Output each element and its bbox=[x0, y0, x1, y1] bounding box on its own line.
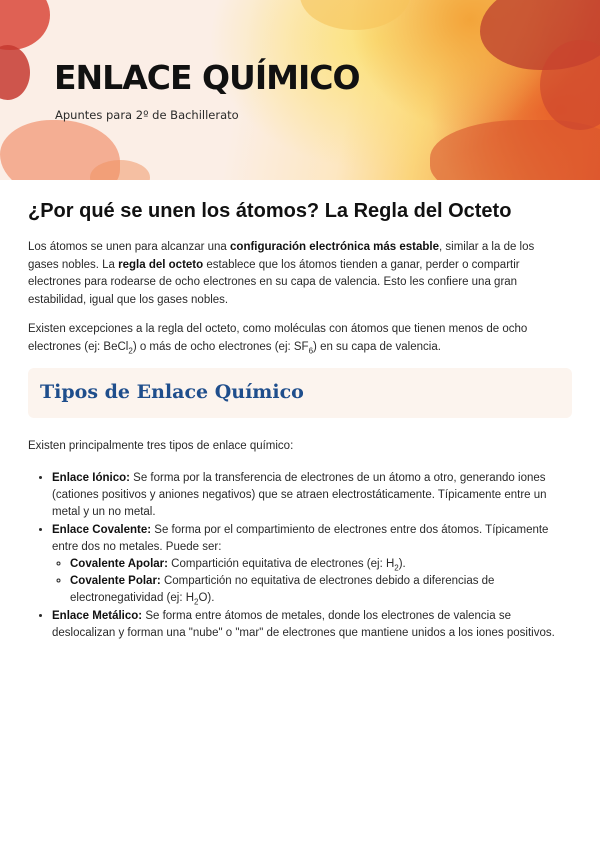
exceptions-paragraph: Existen excepciones a la regla del octeto, como moléculas con átomos que tienen menos de ocho electrones (ej: BeCl$_2$) o más de ocho electrones (ej: $SF_6$) en su capa de valencia. bbox=[28, 323, 528, 355]
list-item-nonpolar: ◦ Covalente Apolar: Compartición equitativa de electrones (ej: $H_2$). bbox=[70, 556, 562, 573]
covalent-subtypes-list bbox=[52, 556, 562, 607]
bold-term: configuración electrónica más estable bbox=[230, 241, 440, 253]
decorative-blob bbox=[0, 45, 30, 100]
octet-rule-paragraph: Los átomos se unen para alcanzar una configuración electrónica más estable, similar a la de los gases nobles. La regla del octeto establece que los átomos tienden a ganar, perder o compartir electrones para rodearse de ocho electrones en su capa de valencia. Esto les confiere una gran estabilidad, igual que los gases nobles. bbox=[28, 241, 535, 306]
bold-term: regla del octeto bbox=[118, 258, 204, 271]
decorative-blob bbox=[0, 0, 50, 50]
section-heading-bond-types: Tipos de Enlace Químico bbox=[40, 381, 304, 403]
bond-types-intro: Existen principalmente tres tipos de enlace químico: bbox=[28, 440, 294, 452]
page-subtitle: Apuntes para 2º de Bachillerato bbox=[55, 108, 239, 122]
list-item-metallic: • Enlace Metálico: Se forma entre átomos de metales, donde los electrones de valencia se deslocalizan y forman una "nube" o "mar" de electrones que mantiene unidos a los iones positivos. bbox=[52, 608, 562, 642]
page-title: ENLACE QUÍMICO bbox=[54, 58, 360, 97]
header-banner bbox=[0, 0, 600, 180]
section-heading-box bbox=[28, 368, 572, 418]
list-item-covalent: • Enlace Covalente: Se forma por el compartimiento de electrones entre dos átomos. Típicamente entre dos no metales. Puede ser: ◦ Covalente Apolar: Compartición equitativa de electrones (ej: $H_2$). ◦ Covalente Polar: Compartición no equitativa de electrones debido a diferencias de electronegatividad (ej: $H_2O$). bbox=[52, 522, 562, 607]
list-item-polar: ◦ Covalente Polar: Compartición no equitativa de electrones debido a diferencias de electronegatividad (ej: $H_2O$). bbox=[70, 573, 562, 607]
decorative-blob bbox=[300, 0, 410, 30]
list-item-ionic: • Enlace Iónico: Se forma por la transferencia de electrones de un átomo a otro, generando iones (cationes positivos y aniones negativos) que se atraen electrostáticamente. Típicamente entre un metal y un no metal. bbox=[52, 470, 562, 521]
section-heading-octet-rule: ¿Por qué se unen los átomos? La Regla del Octeto bbox=[28, 200, 512, 222]
bond-types-list bbox=[28, 470, 562, 642]
main-content bbox=[28, 200, 562, 643]
